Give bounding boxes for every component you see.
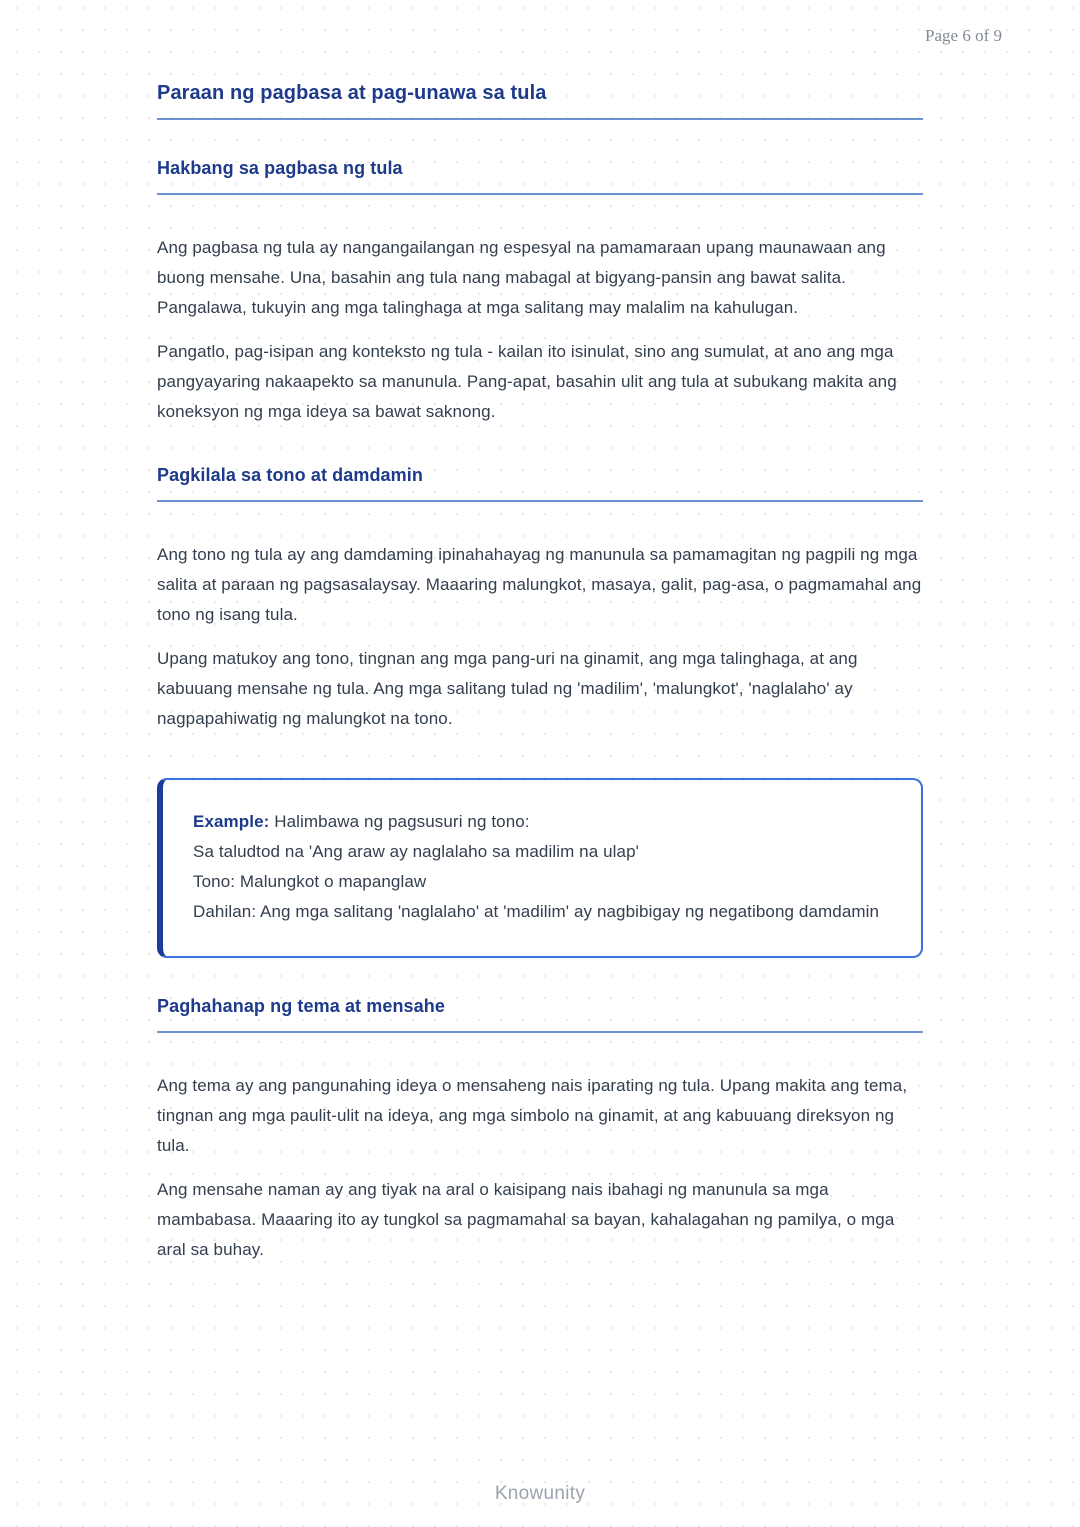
- example-line: Tono: Malungkot o mapanglaw: [193, 872, 427, 891]
- section-heading-pagkilala-sa-tono: Pagkilala sa tono at damdamin: [157, 465, 923, 502]
- paragraph: Ang pagbasa ng tula ay nangangailangan ng espesyal na pamamaraan upang maunawaan ang buong mensahe. Una, basahin ang tula nang mabagal at bigyang-pansin ang bawat salita. Pangalawa, tukuyin ang mga talinghaga at mga salitang may malalim na kahulugan.: [157, 238, 886, 317]
- paragraph: Ang tema ay ang pangunahing ideya o mensaheng nais iparating ng tula. Upang makita ang tema, tingnan ang mga paulit-ulit na ideya, ang mga simbolo na ginamit, at ang kabuuang direksyon ng tula.: [157, 1076, 908, 1155]
- paragraph: Pangatlo, pag-isipan ang konteksto ng tula - kailan ito isinulat, sino ang sumulat, at ano ang mga pangyayaring nakaapekto sa manunula. Pang-apat, basahin ulit ang tula at subukang makita ang koneksyon ng mga ideya sa bawat saknong.: [157, 342, 897, 421]
- example-line: Dahilan: Ang mga salitang 'naglalaho' at 'madilim' ay nagbibigay ng negatibong damdamin: [193, 902, 880, 921]
- section-heading-paghahanap-ng-tema: Paghahanap ng tema at mensahe: [157, 996, 923, 1033]
- section-heading-hakbang-sa-pagbasa: Hakbang sa pagbasa ng tula: [157, 158, 923, 195]
- document-title: Paraan ng pagbasa at pag-unawa sa tula: [157, 82, 923, 120]
- example-intro: Halimbawa ng pagsusuri ng tono:: [274, 812, 530, 831]
- paragraph: Ang tono ng tula ay ang damdaming ipinahahayag ng manunula sa pamamagitan ng pagpili ng mga salita at paraan ng pagsasalaysay. Maaaring malungkot, masaya, galit, pag-asa, o pagmamahal ang tono ng isang tula.: [157, 545, 922, 624]
- document-body: [157, 82, 923, 1265]
- example-line: Sa taludtod na 'Ang araw ay naglalaho sa madilim na ulap': [193, 842, 639, 861]
- paragraph: Ang mensahe naman ay ang tiyak na aral o kaisipang nais ibahagi ng manunula sa mga mambabasa. Maaaring ito ay tungkol sa pagmamahal sa bayan, kahalagahan ng pamilya, o mga aral sa buhay.: [157, 1180, 895, 1259]
- example-label: Example:: [193, 812, 270, 831]
- footer-brand: Knowunity: [494, 1483, 586, 1504]
- example-intro-line: [193, 807, 889, 837]
- page-number: Page 6 of 9: [925, 26, 1002, 45]
- example-box: [157, 778, 923, 958]
- paragraph: Upang matukoy ang tono, tingnan ang mga pang-uri na ginamit, ang mga talinghaga, at ang kabuuang mensahe ng tula. Ang mga salitang tulad ng 'madilim', 'malungkot', 'naglalaho' ay nagpapahiwatig ng malungkot na tono.: [157, 649, 858, 728]
